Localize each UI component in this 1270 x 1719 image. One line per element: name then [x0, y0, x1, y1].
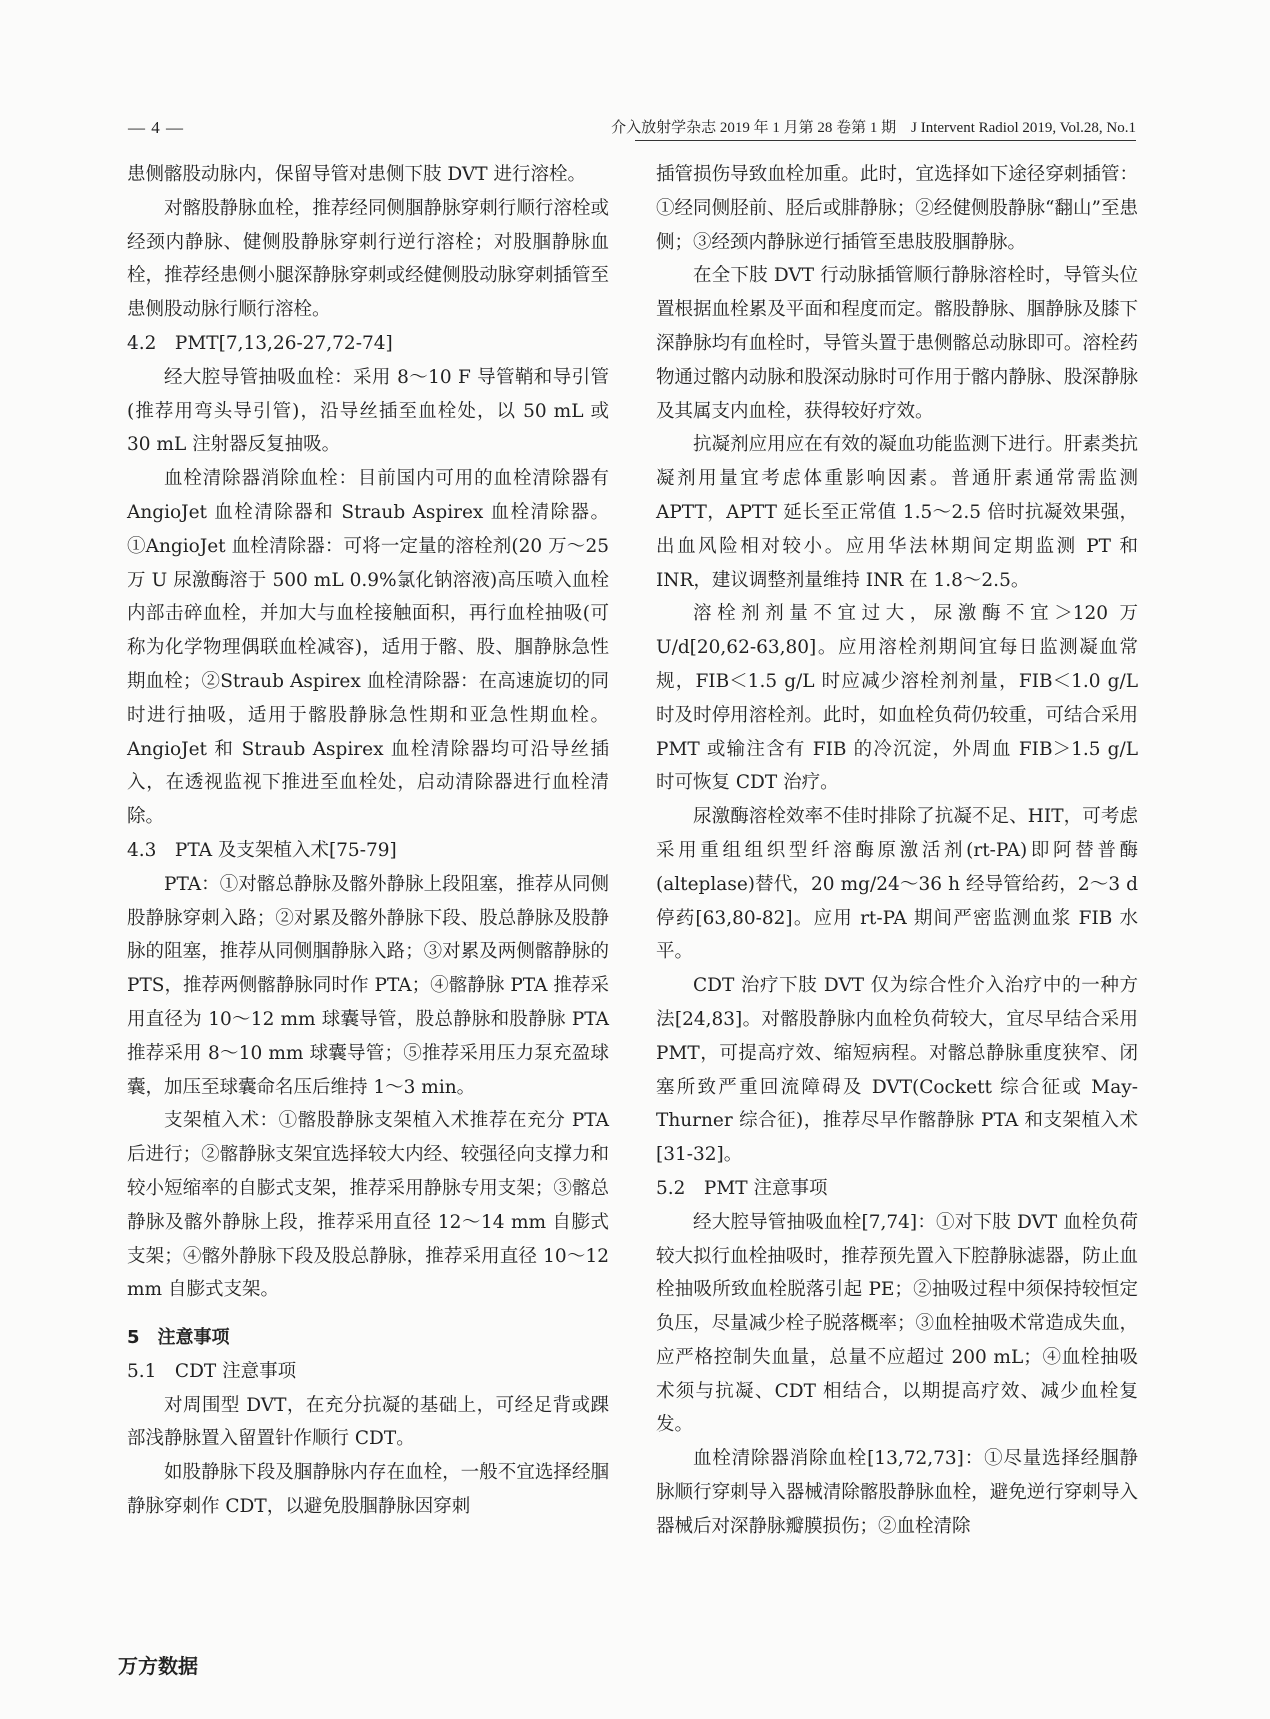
right-column [656, 158, 1138, 1544]
paragraph: 抗凝剂应用应在有效的凝血功能监测下进行。肝素类抗凝剂用量宜考虑体重影响因素。普通肝素通常需监测 APTT，APTT 延长至正常值 1.5～2.5 倍时抗凝效果强，出血风险相对较小。应用华法林期间定期监测 PT 和 INR，建议调整剂量维持 INR 在 1.8～2.5。 [656, 434, 1138, 591]
paragraph: 经大腔导管抽吸血栓[7,74]：①对下肢 DVT 血栓负荷较大拟行血栓抽吸时，推荐预先置入下腔静脉滤器，防止血栓抽吸所致血栓脱落引起 PE；②抽吸过程中须保持较恒定负压，尽量减少栓子脱落概率；③血栓抽吸术常造成失血，应严格控制失血量，总量不应超过 200 mL；④血栓抽吸术须与抗凝、CDT 相结合，以期提高疗效、减少血栓复发。 [656, 1211, 1138, 1436]
paragraph: 如股静脉下段及腘静脉内存在血栓，一般不宜选择经腘静脉穿刺作 CDT，以避免股腘静脉因穿刺 [127, 1462, 609, 1518]
paragraph: CDT 治疗下肢 DVT 仅为综合性介入治疗中的一种方法[24,83]。对髂股静脉内血栓负荷较大，宜尽早结合采用 PMT，可提高疗效、缩短病程。对髂总静脉重度狭窄、闭塞所致严重回流障碍及 DVT(Cockett 综合征或 May-Thurner 综合征)，推荐尽早作髂静脉 PTA 和支架植入术[31-32]。 [656, 975, 1138, 1166]
subsection-heading: 4.3 PTA 及支架植入术[75-79] [127, 839, 397, 861]
watermark: 万方数据 [118, 1654, 198, 1678]
subsection-heading: 5.1 CDT 注意事项 [127, 1360, 297, 1382]
paragraph: PTA：①对髂总静脉及髂外静脉上段阻塞，推荐从同侧股静脉穿刺入路；②对累及髂外静脉下段、股总静脉及股静脉的阻塞，推荐从同侧腘静脉入路；③对累及两侧髂静脉的 PTS，推荐两侧髂静脉同时作 PTA；④髂静脉 PTA 推荐采用直径为 10～12 mm 球囊导管，股总静脉和股静脉 PTA 推荐采用 8～10 mm 球囊导管；⑤推荐采用压力泵充盈球囊，加压至球囊命名压后维持 1～3 min。 [127, 873, 609, 1098]
paragraph: 在全下肢 DVT 行动脉插管顺行静脉溶栓时，导管头位置根据血栓累及平面和程度而定。髂股静脉、腘静脉及膝下深静脉均有血栓时，导管头置于患侧髂总动脉即可。溶栓药物通过髂内动脉和股深动脉时可作用于髂内静脉、股深静脉及其属支内血栓，获得较好疗效。 [656, 265, 1138, 422]
paragraph: 患侧髂股动脉内，保留导管对患侧下肢 DVT 进行溶栓。 [127, 164, 586, 185]
subsection-heading: 4.2 PMT[7,13,26-27,72-74] [127, 332, 393, 354]
paragraph: 尿激酶溶栓效率不佳时排除了抗凝不足、HIT，可考虑采用重组组织型纤溶酶原激活剂(rt-PA)即阿替普酶(alteplase)替代，20 mg/24～36 h 经导管给药，2～3 d 停药[63,80-82]。应用 rt-PA 期间严密监测血浆 FIB 水平。 [656, 806, 1138, 963]
paragraph: 经大腔导管抽吸血栓：采用 8～10 F 导管鞘和导引管(推荐用弯头导引管)，沿导丝插至血栓处，以 50 mL 或 30 mL 注射器反复抽吸。 [127, 366, 609, 456]
paragraph: 对髂股静脉血栓，推荐经同侧腘静脉穿刺行顺行溶栓或经颈内静脉、健侧股静脉穿刺行逆行溶栓；对股腘静脉血栓，推荐经患侧小腿深静脉穿刺或经健侧股动脉穿刺插管至患侧股动脉行顺行溶栓。 [127, 197, 609, 321]
paragraph: 溶栓剂剂量不宜过大，尿激酶不宜＞120 万 U/d[20,62-63,80]。应用溶栓剂期间宜每日监测凝血常规，FIB＜1.5 g/L 时应减少溶栓剂剂量，FIB＜1.0 g/L 时及时停用溶栓剂。此时，如血栓负荷仍较重，可结合采用 PMT 或输注含有 FIB 的冷沉淀，外周血 FIB＞1.5 g/L 时可恢复 CDT 治疗。 [656, 603, 1138, 794]
section-heading: 5 注意事项 [127, 1327, 230, 1349]
paragraph: 对周围型 DVT，在充分抗凝的基础上，可经足背或踝部浅静脉置入留置针作顺行 CDT。 [127, 1394, 609, 1450]
paragraph: 血栓清除器消除血栓：目前国内可用的血栓清除器有 AngioJet 血栓清除器和 Straub Aspirex 血栓清除器。①AngioJet 血栓清除器：可将一定量的溶栓剂(20 万～25 万 U 尿激酶溶于 500 mL 0.9%氯化钠溶液)高压喷入血栓内部击碎血栓，并加大与血栓接触面积，再行血栓抽吸(可称为化学物理偶联血栓减容)，适用于髂、股、腘静脉急性期血栓；②Straub Aspirex 血栓清除器：在高速旋切的同时进行抽吸，适用于髂股静脉急性期和亚急性期血栓。AngioJet 和 Straub Aspirex 血栓清除器均可沿导丝插入，在透视监视下推进至血栓处，启动清除器进行血栓清除。 [127, 468, 609, 828]
page-header [120, 112, 1136, 142]
left-column [127, 158, 609, 1524]
header-rule [635, 140, 1136, 141]
paragraph: 血栓清除器消除血栓[13,72,73]：①尽量选择经腘静脉顺行穿刺导入器械清除髂股静脉血栓，避免逆行穿刺导入器械后对深静脉瓣膜损伤；②血栓清除 [656, 1448, 1138, 1537]
paragraph: 支架植入术：①髂股静脉支架植入术推荐在充分 PTA 后进行；②髂静脉支架宜选择较大内经、较强径向支撑力和较小短缩率的自膨式支架，推荐采用静脉专用支架；③髂总静脉及髂外静脉上段，推荐采用直径 12～14 mm 自膨式支架；④髂外静脉下段及股总静脉，推荐采用直径 10～12 mm 自膨式支架。 [127, 1110, 609, 1301]
page-number: — 4 — [128, 118, 184, 137]
subsection-heading: 5.2 PMT 注意事项 [656, 1177, 828, 1199]
paragraph: 插管损伤导致血栓加重。此时，宜选择如下途径穿刺插管：①经同侧胫前、胫后或腓静脉；②经健侧股静脉“翻山”至患侧；③经颈内静脉逆行插管至患肢股腘静脉。 [656, 164, 1138, 253]
journal-citation: 介入放射学杂志 2019 年 1 月第 28 卷第 1 期 J Intervent Radiol 2019, Vol.28, No.1 [611, 120, 1136, 136]
